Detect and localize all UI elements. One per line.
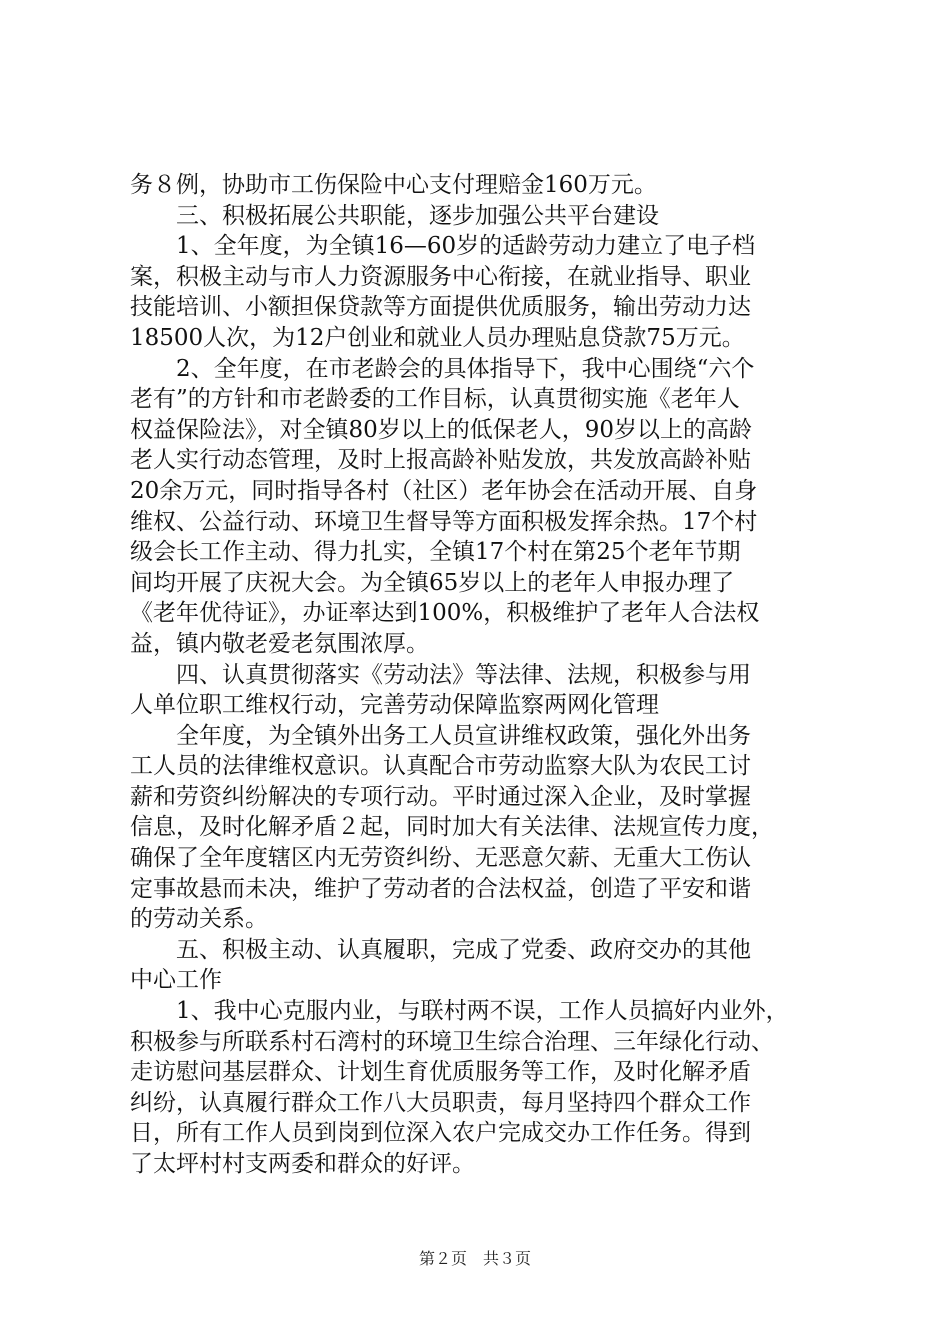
text-line: 《老年优待证》，办证率达到100%，积极维护了老年人合法权: [130, 600, 760, 627]
page-footer: [0, 1246, 950, 1269]
text-line: 的劳动关系。: [130, 906, 268, 933]
text-line: 全年度，为全镇外出务工人员宣讲维权政策，强化外出务: [130, 722, 751, 749]
section-heading: 三、积极拓展公共职能，逐步加强公共平台建设: [130, 202, 659, 229]
text-line: 老人实行动态管理，及时上报高龄补贴发放，共发放高龄补贴: [130, 447, 751, 474]
text-line: 维权、公益行动、环境卫生督导等方面积极发挥余热。17个村: [130, 508, 758, 535]
text-line: 老有”的方针和市老龄委的工作目标，认真贯彻实施《老年人: [130, 386, 740, 413]
text-line: 积极参与所联系村石湾村的环境卫生综合治理、三年绿化行动、: [130, 1028, 774, 1055]
text-line: 务８例，协助市工伤保险中心支付理赔金160万元。: [130, 172, 657, 198]
text-line: 确保了全年度辖区内无劳资纠纷、无恶意欠薪、无重大工伤认: [130, 845, 751, 872]
text-line: 案，积极主动与市人力资源服务中心衔接，在就业指导、职业: [130, 263, 751, 290]
text-line: 信息，及时化解矛盾２起，同时加大有关法律、法规宣传力度，: [130, 814, 774, 841]
text-line: 了太坪村村支两委和群众的好评。: [130, 1151, 475, 1177]
text-line: 日，所有工作人员到岗到位深入农户完成交办工作任务。得到: [130, 1120, 751, 1147]
text-line: 级会长工作主动、得力扎实，全镇17个村在第25个老年节期: [130, 539, 741, 566]
text-line: 走访慰问基层群众、计划生育优质服务等工作，及时化解矛盾: [130, 1059, 751, 1086]
text-line: 1、我中心克服内业，与联村两不误，工作人员搞好内业外，: [130, 998, 789, 1025]
text-line: 薪和劳资纠纷解决的专项行动。平时通过深入企业，及时掌握: [130, 783, 751, 810]
section-heading: 人单位职工维权行动，完善劳动保障监察两网化管理: [130, 692, 659, 719]
text-line: 18500人次，为12户创业和就业人员办理贴息贷款75万元。: [130, 324, 745, 351]
section-heading: 中心工作: [130, 967, 222, 994]
text-line: 权益保险法》，对全镇80岁以上的低保老人，90岁以上的高龄: [130, 416, 753, 443]
text-line: 纠纷，认真履行群众工作八大员职责，每月坚持四个群众工作: [130, 1089, 751, 1116]
text-line: 20余万元，同时指导各村（社区）老年协会在活动开展、自身: [130, 477, 758, 504]
text-line: 技能培训、小额担保贷款等方面提供优质服务，输出劳动力达: [130, 294, 751, 321]
text-line: 2、全年度，在市老龄会的具体指导下，我中心围绕“六个: [130, 355, 755, 382]
text-line: 工人员的法律维权意识。认真配合市劳动监察大队为农民工讨: [130, 753, 751, 780]
text-line: 定事故悬而未决，维护了劳动者的合法权益，创造了平安和谐: [130, 875, 751, 902]
section-heading: 四、认真贯彻落实《劳动法》等法律、法规，积极参与用: [130, 661, 751, 688]
text-line: 间均开展了庆祝大会。为全镇65岁以上的老年人申报办理了: [130, 569, 735, 596]
section-heading: 五、积极主动、认真履职，完成了党委、政府交办的其他: [130, 936, 751, 963]
document-body: [130, 170, 830, 1180]
text-line: 益，镇内敬老爱老氛围浓厚。: [130, 630, 429, 657]
page-number: 第２页 共３页: [418, 1249, 531, 1268]
text-line: 1、全年度，为全镇16—60岁的适龄劳动力建立了电子档: [130, 233, 756, 260]
